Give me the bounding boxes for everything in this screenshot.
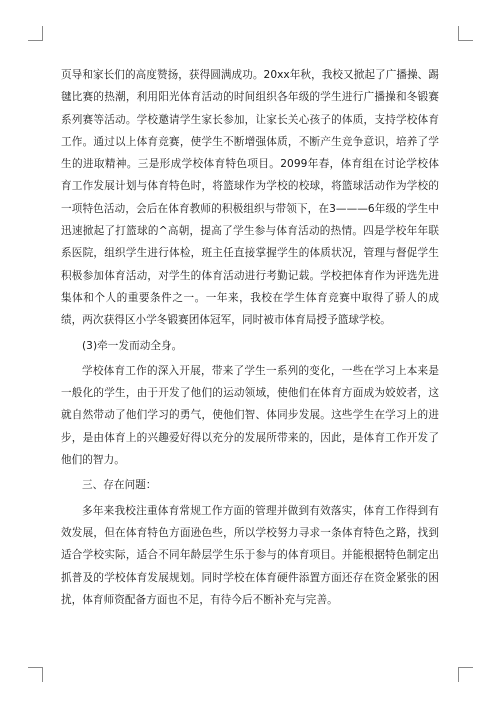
crop-mark-bottom-right — [458, 667, 473, 682]
paragraph-subheading-whole-body: (3)牵一发而动全身。 — [82, 339, 183, 352]
document-body — [61, 64, 439, 611]
crop-mark-bottom-left — [28, 667, 43, 682]
crop-mark-top-left — [28, 26, 43, 41]
crop-mark-top-right — [458, 26, 473, 41]
paragraph-school-sports-achievements: 页导和家长们的高度赞扬，获得圆满成功。20xx年秋，我校又掀起了广播操、踢毽比赛的热潮，利用阳光体育活动的时间组织各年级的学生进行广播操和冬锻赛系列赛等活动。学校邀请学生家长参加，让家长关心孩子的体质，支持学校体育工作。通过以上体育竞赛，使学生不断增强体质，不断产生竞争意识，培养了学生的进取精神。三是形成学校体育特色项目。2099年春，体育组在讨论学校体育工作发展计划与体育特色时，将篮球作为学校的校球，将篮球活动作为学校的一项特色活动，会后在体育教师的积极组织与带领下，在3———6年级的学生中迅速掀起了打篮球的^高朝，提高了学生参与体育活动的热情。四是学校年年联系医院，组织学生进行体检，班主任直接掌握学生的体质状况，管理与督促学生积极参加体育活动，对学生的体育活动进行考勤记载。学校把体育作为评选先进集体和个人的重要条件之一。一年来，我校在学生体育竞赛中取得了骄人的成绩，两次获得区小学冬锻赛团体冠军，同时被市体育局授予篮球学校。 — [61, 69, 439, 327]
paragraph-problems-detail: 多年来我校注重体育常规工作方面的管理并做到有效落实，体育工作得到有效发展，但在体育特色方面逊色些，所以学校努力寻求一条体育特色之路，找到适合学校实际，适合不同年龄层学生乐于参与的体育项目。并能根据特色制定出抓普及的学校体育发展规划。同时学校在体育硬件添置方面还存在资金紧张的困扰，体育师资配备方面也不足，有待今后不断补充与完善。 — [61, 504, 439, 606]
paragraph-student-changes: 学校体育工作的深入开展，带来了学生一系列的变化，一些在学习上本来是一般化的学生，由于开发了他们的运动领域，使他们在体育方面成为姣姣者，这就自然带动了他们学习的勇气，使他们智、体同步发展。这些学生在学习上的进步，是由体育上的兴趣爱好得以充分的发展所带来的，因此，是体育工作开发了他们的智力。 — [61, 364, 439, 467]
section-heading-existing-problems: 三、存在问题： — [82, 479, 157, 492]
